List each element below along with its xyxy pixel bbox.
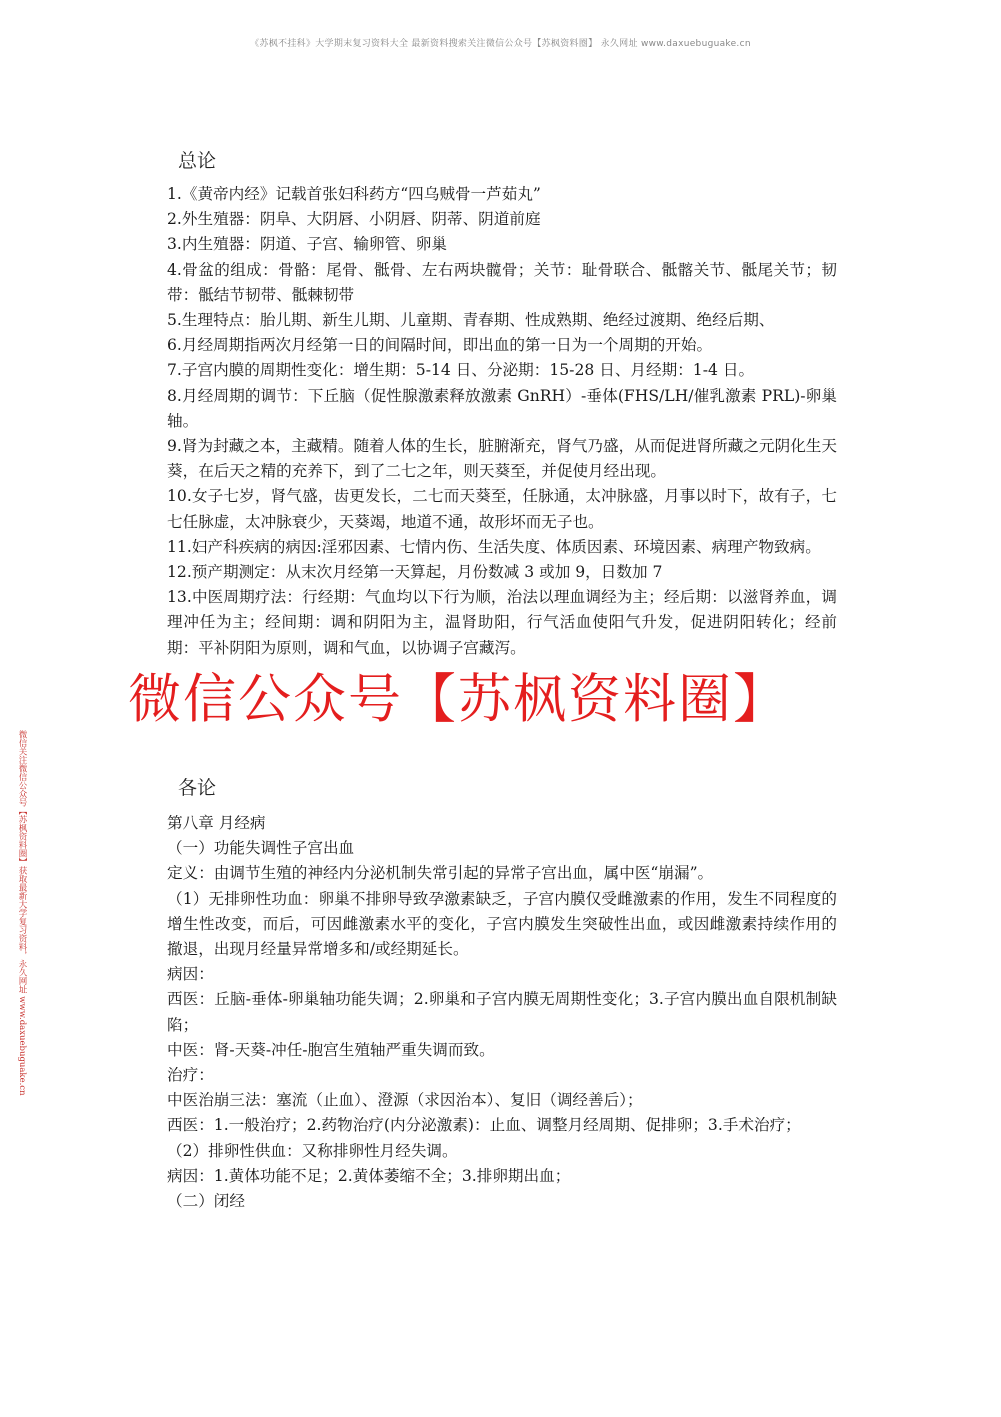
watermark-overlay: 微信公众号【苏枫资料圈】 — [128, 669, 788, 730]
paragraph: 10.女子七岁，肾气盛，齿更发长，二七而天葵至，任脉通，太冲脉盛，月事以时下，故有子，七七任脉虚，太冲脉衰少，天葵竭，地道不通，故形坏而无子也。 — [167, 487, 837, 531]
paragraph: 6.月经周期指两次月经第一日的间隔时间，即出血的第一日为一个周期的开始。 — [167, 336, 713, 355]
paragraph: 8.月经周期的调节：下丘脑（促性腺激素释放激素 GnRH）-垂体(FHS/LH/催乳激素 PRL)-卵巢轴。 — [167, 386, 837, 430]
section-title-general: 总论 — [178, 150, 217, 172]
paragraph: 定义：由调节生殖的神经内分泌机制失常引起的异常子宫出血，属中医“崩漏”。 — [167, 864, 714, 883]
paragraph: （1）无排卵性功血：卵巢不排卵导致孕激素缺乏，子宫内膜仅受雌激素的作用，发生不同程度的增生性改变，而后，可因雌激素水平的变化，子宫内膜发生突破性出血，或因雌激素持续作用的撤退，出现月经量异常增多和/或经期延长。 — [167, 889, 837, 959]
paragraph: 12.预产期测定：从末次月经第一天算起，月份数减 3 或加 9，日数加 7 — [167, 563, 663, 582]
page-header: 《苏枫不挂科》大学期末复习资料大全 最新资料搜索关注微信公众号【苏枫资料圈】 永久网址 www.daxuebuguake.cn — [250, 39, 751, 49]
section-general-body — [167, 182, 837, 661]
paragraph: 中医：肾-天葵-冲任-胞宫生殖轴严重失调而致。 — [167, 1040, 495, 1059]
side-watermark: 微信关注微信公众号【苏枫资料圈】获取最新大学复习资料，永久网址 www.daxuebuguake.cn — [17, 730, 27, 1096]
paragraph: 1.《黄帝内经》记载首张妇科药方“四乌贼骨一芦茹丸” — [167, 185, 541, 203]
paragraph: 病因： — [167, 965, 214, 984]
paragraph: 西医：1.一般治疗；2.药物治疗(内分泌激素)：止血、调整月经周期、促排卵；3.手术治疗； — [167, 1116, 801, 1135]
paragraph: 中医治崩三法：塞流（止血）、澄源（求因治本）、复旧（调经善后）； — [167, 1091, 643, 1110]
paragraph: 3.内生殖器：阴道、子宫、输卵管、卵巢 — [167, 235, 447, 254]
subheading: （一）功能失调性子宫出血 — [167, 839, 355, 858]
paragraph: （2）排卵性供血：又称排卵性月经失调。 — [167, 1141, 458, 1160]
paragraph: 13.中医周期疗法：行经期：气血均以下行为顺，治法以理血调经为主；经后期：以滋肾养血，调理冲任为主；经间期：调和阴阳为主，温肾助阳，行气活血使阳气升发，促进阴阳转化；经前期：平补阴阳为原则，调和气血，以协调子宫藏泻。 — [167, 588, 837, 657]
paragraph: 西医：丘脑-垂体-卵巢轴功能失调；2.卵巢和子宫内膜无周期性变化；3.子宫内膜出血自限机制缺陷； — [167, 990, 837, 1034]
paragraph: 病因：1.黄体功能不足；2.黄体萎缩不全；3.排卵期出血； — [167, 1166, 571, 1185]
paragraph: 9.肾为封藏之本，主藏精。随着人体的生长，脏腑渐充，肾气乃盛，从而促进肾所藏之元阴化生天葵，在后天之精的充养下，到了二七之年，则天葵至，并促使月经出现。 — [167, 437, 837, 481]
paragraph: 11.妇产科疾病的病因:淫邪因素、七情内伤、生活失度、体质因素、环境因素、病理产物致病。 — [167, 537, 821, 556]
section-specific-body — [167, 811, 837, 1214]
paragraph: 4.骨盆的组成：骨骼：尾骨、骶骨、左右两块髋骨；关节：耻骨联合、骶髂关节、骶尾关节；韧带：骶结节韧带、骶棘韧带 — [167, 260, 837, 304]
paragraph: 治疗： — [167, 1066, 214, 1085]
section-title-specific: 各论 — [178, 777, 217, 799]
paragraph: 2.外生殖器：阴阜、大阴唇、小阴唇、阴蒂、阴道前庭 — [167, 210, 541, 229]
subheading: （二）闭经 — [167, 1192, 245, 1211]
chapter-heading: 第八章 月经病 — [167, 814, 266, 832]
paragraph: 7.子宫内膜的周期性变化：增生期：5-14 日、分泌期：15-28 日、月经期：1-4 日。 — [167, 361, 755, 380]
paragraph: 5.生理特点：胎儿期、新生儿期、儿童期、青春期、性成熟期、绝经过渡期、绝经后期、 — [167, 311, 775, 330]
